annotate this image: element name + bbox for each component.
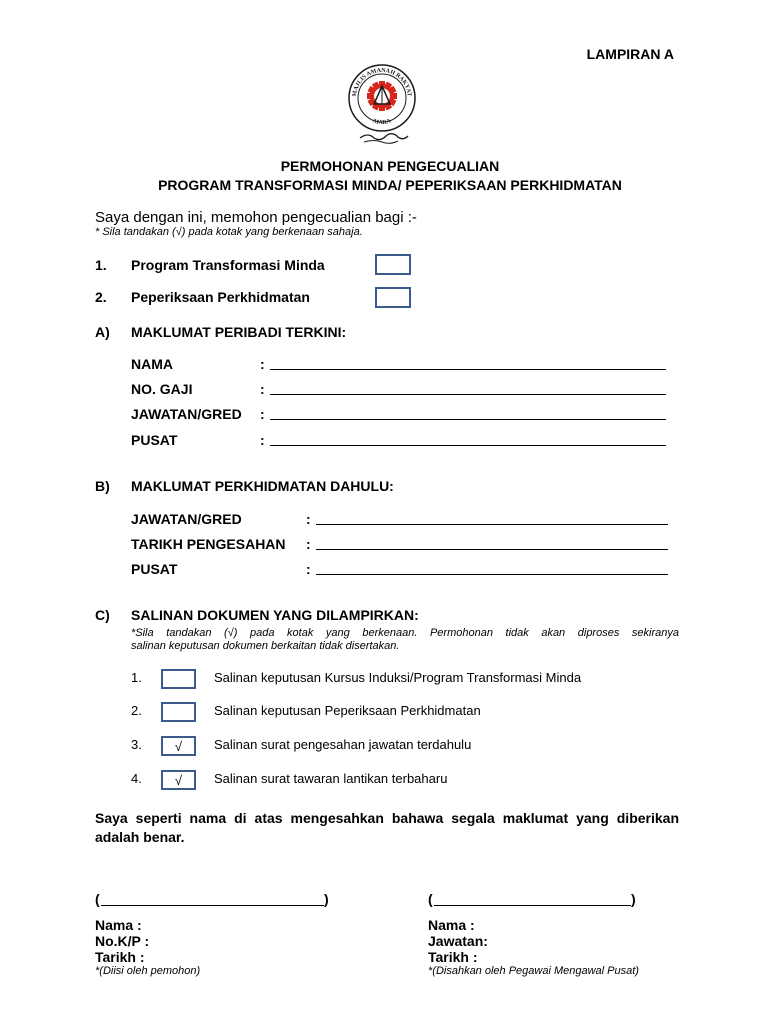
doc-label-peperiksaan: Salinan keputusan Peperiksaan Perkhidmatan [214,703,481,718]
field-colon: : [306,511,311,527]
doc-label-tawaran-lantikan: Salinan surat tawaran lantikan terbaharu [214,771,448,786]
jawatan-gred-dahulu-input-line[interactable] [316,524,668,525]
lampiran-label: LAMPIRAN A [586,46,674,62]
sig-left-note: *(Diisi oleh pemohon) [95,965,201,977]
jawatan-gred-input-line[interactable] [270,419,666,420]
section-c-note-line2: salinan keputusan dokumen berkaitan tidak disertakan. [131,640,400,652]
field-colon: : [260,381,265,397]
form-title-line1: PERMOHONAN PENGECUALIAN [280,158,500,174]
sig-left-tarikh: Tarikh : [95,949,145,965]
doc-number: 4. [131,771,142,786]
section-c-note-line1: *Sila tandakan (√) pada kotak yang berkenaan. Permohonan tidak akan diproses sekiranya [131,627,679,639]
field-label-tarikh-pengesahan: TARIKH PENGESAHAN [131,536,286,552]
tarikh-pengesahan-input-line[interactable] [316,549,668,550]
logo-ring-text-bottom: MARA [372,118,392,127]
field-label-nama: NAMA [131,356,173,372]
doc-number: 2. [131,703,142,718]
sig-right-jawatan: Jawatan: [428,933,488,949]
sig-right-nama: Nama : [428,917,475,933]
option-number: 1. [95,257,107,273]
option-label-program-transformasi: Program Transformasi Minda [131,257,325,273]
intro-text: Saya dengan ini, memohon pengecualian bagi :- [95,209,417,226]
signature-paren-open-right: ( [428,891,433,907]
section-a-title: MAKLUMAT PERIBADI TERKINI: [131,324,347,340]
no-gaji-input-line[interactable] [270,394,666,395]
sig-left-nama: Nama : [95,917,142,933]
checkbox-program-transformasi[interactable] [375,254,411,275]
field-label-pusat: PUSAT [131,432,178,448]
field-label-pusat-dahulu: PUSAT [131,561,178,577]
section-b-title: MAKLUMAT PERKHIDMATAN DAHULU: [131,478,394,494]
form-title-line2: PROGRAM TRANSFORMASI MINDA/ PEPERIKSAAN PERKHIDMATAN [158,177,622,193]
pusat-input-line[interactable] [270,445,666,446]
doc-label-kursus-induksi: Salinan keputusan Kursus Induksi/Program Transformasi Minda [214,670,582,685]
mara-emblem-icon [346,62,418,146]
mara-logo [346,62,418,146]
doc-number: 1. [131,670,142,685]
signature-paren-open-left: ( [95,891,100,907]
sig-left-nokp: No.K/P : [95,933,150,949]
checkbox-doc-pengesahan-jawatan[interactable]: √ [161,736,196,756]
signature-paren-close-right: ) [631,891,636,907]
section-c-title: SALINAN DOKUMEN YANG DILAMPIRKAN: [131,607,419,623]
field-colon: : [260,432,265,448]
declaration-text: Saya seperti nama di atas mengesahkan bahawa segala maklumat yang diberikan adalah benar. [95,810,679,845]
intro-note: * Sila tandakan (√) pada kotak yang berkenaan sahaja. [95,226,363,238]
nama-input-line[interactable] [270,369,666,370]
logo-ring-text-top: MAJLIS AMANAH RAKYAT [351,67,413,97]
option-label-peperiksaan: Peperiksaan Perkhidmatan [131,289,310,305]
signature-line-pegawai[interactable] [434,905,631,906]
field-label-jawatan-gred: JAWATAN/GRED [131,406,242,422]
sig-right-note: *(Disahkan oleh Pegawai Mengawal Pusat) [428,965,639,977]
checkbox-peperiksaan[interactable] [375,287,411,308]
signature-line-pemohon[interactable] [101,905,324,906]
section-b-letter: B) [95,478,110,494]
signature-paren-close-left: ) [324,891,329,907]
sig-right-tarikh: Tarikh : [428,949,478,965]
field-colon: : [260,406,265,422]
section-a-letter: A) [95,324,110,340]
checkbox-doc-tawaran-lantikan[interactable]: √ [161,770,196,790]
doc-number: 3. [131,737,142,752]
field-label-jawatan-gred-dahulu: JAWATAN/GRED [131,511,242,527]
field-colon: : [260,356,265,372]
field-label-no-gaji: NO. GAJI [131,381,193,397]
checkbox-doc-kursus-induksi[interactable] [161,669,196,689]
doc-label-pengesahan-jawatan: Salinan surat pengesahan jawatan terdahulu [214,737,472,752]
field-colon: : [306,536,311,552]
pusat-dahulu-input-line[interactable] [316,574,668,575]
section-c-letter: C) [95,607,110,623]
field-colon: : [306,561,311,577]
checkbox-doc-peperiksaan[interactable] [161,702,196,722]
option-number: 2. [95,289,107,305]
